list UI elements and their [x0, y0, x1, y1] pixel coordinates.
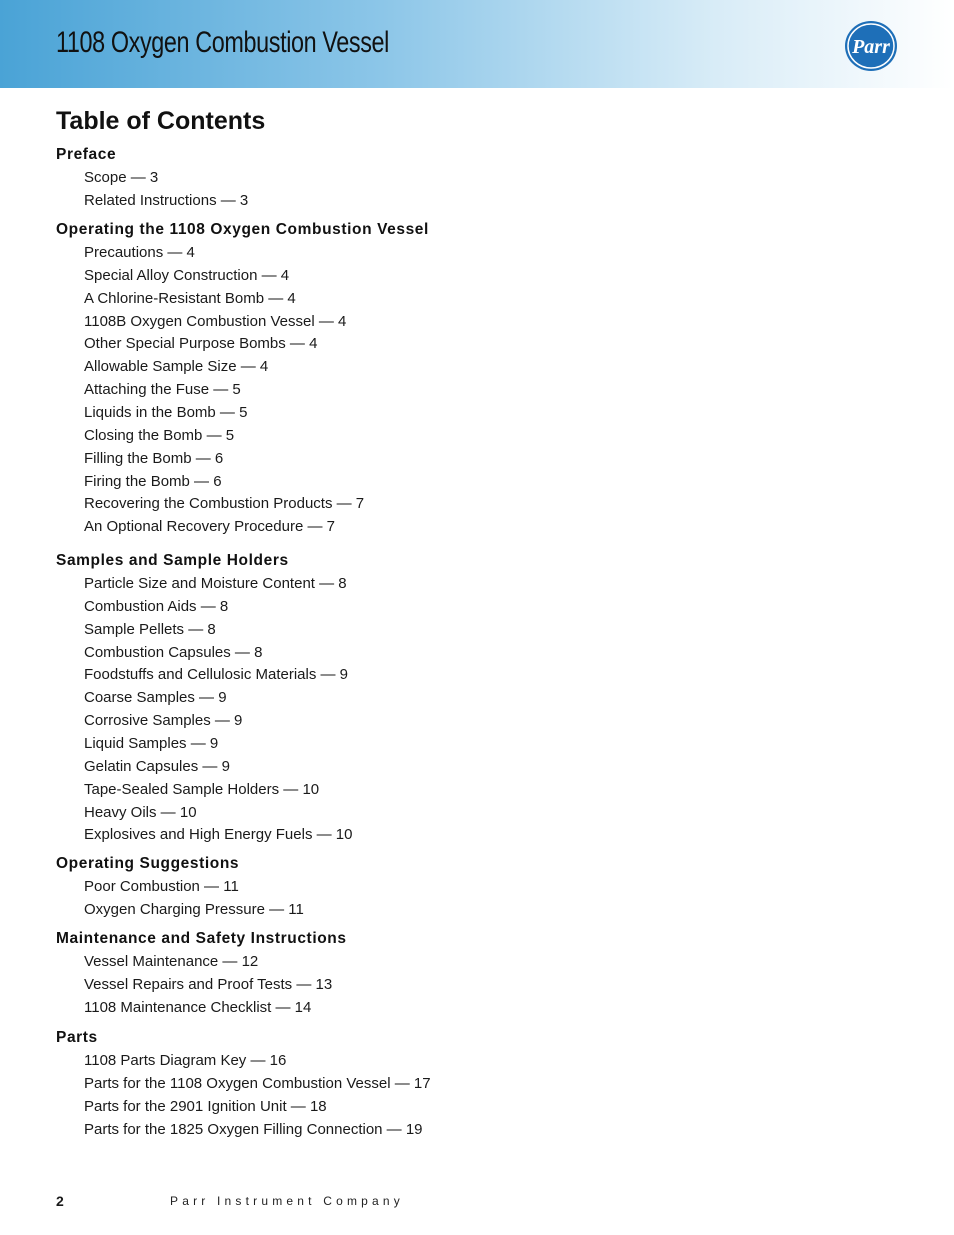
- toc-section: [56, 221, 429, 536]
- toc-entry[interactable]: Closing the Bomb — 5: [84, 426, 235, 444]
- toc-entry[interactable]: 1108 Maintenance Checklist — 14: [84, 998, 312, 1016]
- parr-logo-text: Parr: [852, 36, 890, 58]
- toc-entry[interactable]: Heavy Oils — 10: [84, 803, 197, 821]
- parr-logo-icon: [844, 20, 898, 72]
- toc-entry[interactable]: Foodstuffs and Cellulosic Materials — 9: [84, 666, 349, 684]
- toc-entry[interactable]: Gelatin Capsules — 9: [84, 757, 230, 775]
- toc-entry[interactable]: Combustion Capsules — 8: [84, 643, 263, 661]
- toc-entry[interactable]: Particle Size and Moisture Content — 8: [84, 575, 347, 592]
- toc-entry[interactable]: Sample Pellets — 8: [84, 620, 216, 638]
- page-number: 2: [56, 1193, 64, 1209]
- toc-entry[interactable]: Special Alloy Construction — 4: [84, 266, 290, 284]
- toc-entry[interactable]: Poor Combustion — 11: [84, 878, 239, 895]
- toc-entry[interactable]: An Optional Recovery Procedure — 7: [84, 518, 335, 536]
- toc-entry[interactable]: Precautions — 4: [84, 244, 195, 261]
- toc-section: [56, 930, 347, 1016]
- toc-entry[interactable]: Parts for the 2901 Ignition Unit — 18: [84, 1097, 327, 1115]
- toc-entry[interactable]: Corrosive Samples — 9: [84, 712, 243, 730]
- toc-entry[interactable]: Liquids in the Bomb — 5: [84, 403, 248, 421]
- toc-section: [56, 855, 304, 918]
- toc-entry[interactable]: Liquid Samples — 9: [84, 734, 219, 752]
- section-heading: Operating Suggestions: [56, 855, 240, 872]
- header-title: 1108 Oxygen Combustion Vessel: [56, 26, 389, 59]
- toc-entry[interactable]: Parts for the 1825 Oxygen Filling Connection — 19: [84, 1120, 423, 1138]
- toc-entry[interactable]: Explosives and High Energy Fuels — 10: [84, 826, 353, 844]
- footer-company: Parr Instrument Company: [170, 1194, 404, 1208]
- section-heading: Preface: [56, 146, 117, 163]
- toc-entry[interactable]: Recovering the Combustion Products — 7: [84, 495, 365, 513]
- toc-entry[interactable]: 1108 Parts Diagram Key — 16: [84, 1052, 287, 1069]
- toc-entry[interactable]: Allowable Sample Size — 4: [84, 358, 269, 376]
- toc-entry[interactable]: Filling the Bomb — 6: [84, 449, 224, 467]
- toc-entry[interactable]: 1108B Oxygen Combustion Vessel — 4: [84, 312, 347, 330]
- toc-entry[interactable]: A Chlorine-Resistant Bomb — 4: [84, 289, 296, 307]
- toc-entry[interactable]: Related Instructions — 3: [84, 191, 249, 209]
- toc-entry[interactable]: Combustion Aids — 8: [84, 597, 229, 615]
- toc-entry[interactable]: Firing the Bomb — 6: [84, 472, 222, 490]
- section-heading: Parts: [56, 1029, 98, 1046]
- section-heading: Samples and Sample Holders: [56, 552, 289, 569]
- section-heading: Operating the 1108 Oxygen Combustion Vessel: [56, 221, 429, 238]
- toc-section: [56, 146, 249, 209]
- toc-entry[interactable]: Parts for the 1108 Oxygen Combustion Vessel — 17: [84, 1074, 431, 1092]
- toc-section: [56, 1029, 431, 1138]
- page-header: [0, 0, 954, 88]
- toc-entry[interactable]: Vessel Maintenance — 12: [84, 953, 259, 970]
- toc-entry[interactable]: Oxygen Charging Pressure — 11: [84, 900, 304, 918]
- toc-entry[interactable]: Tape-Sealed Sample Holders — 10: [84, 780, 320, 798]
- toc-entry[interactable]: Coarse Samples — 9: [84, 689, 227, 707]
- toc-entry[interactable]: Other Special Purpose Bombs — 4: [84, 335, 318, 353]
- toc-title: Table of Contents: [56, 107, 266, 135]
- toc-entry[interactable]: Attaching the Fuse — 5: [84, 381, 241, 399]
- toc-entry[interactable]: Scope — 3: [84, 169, 159, 186]
- toc-section: [56, 552, 353, 844]
- toc-entry[interactable]: Vessel Repairs and Proof Tests — 13: [84, 975, 333, 993]
- section-heading: Maintenance and Safety Instructions: [56, 930, 347, 947]
